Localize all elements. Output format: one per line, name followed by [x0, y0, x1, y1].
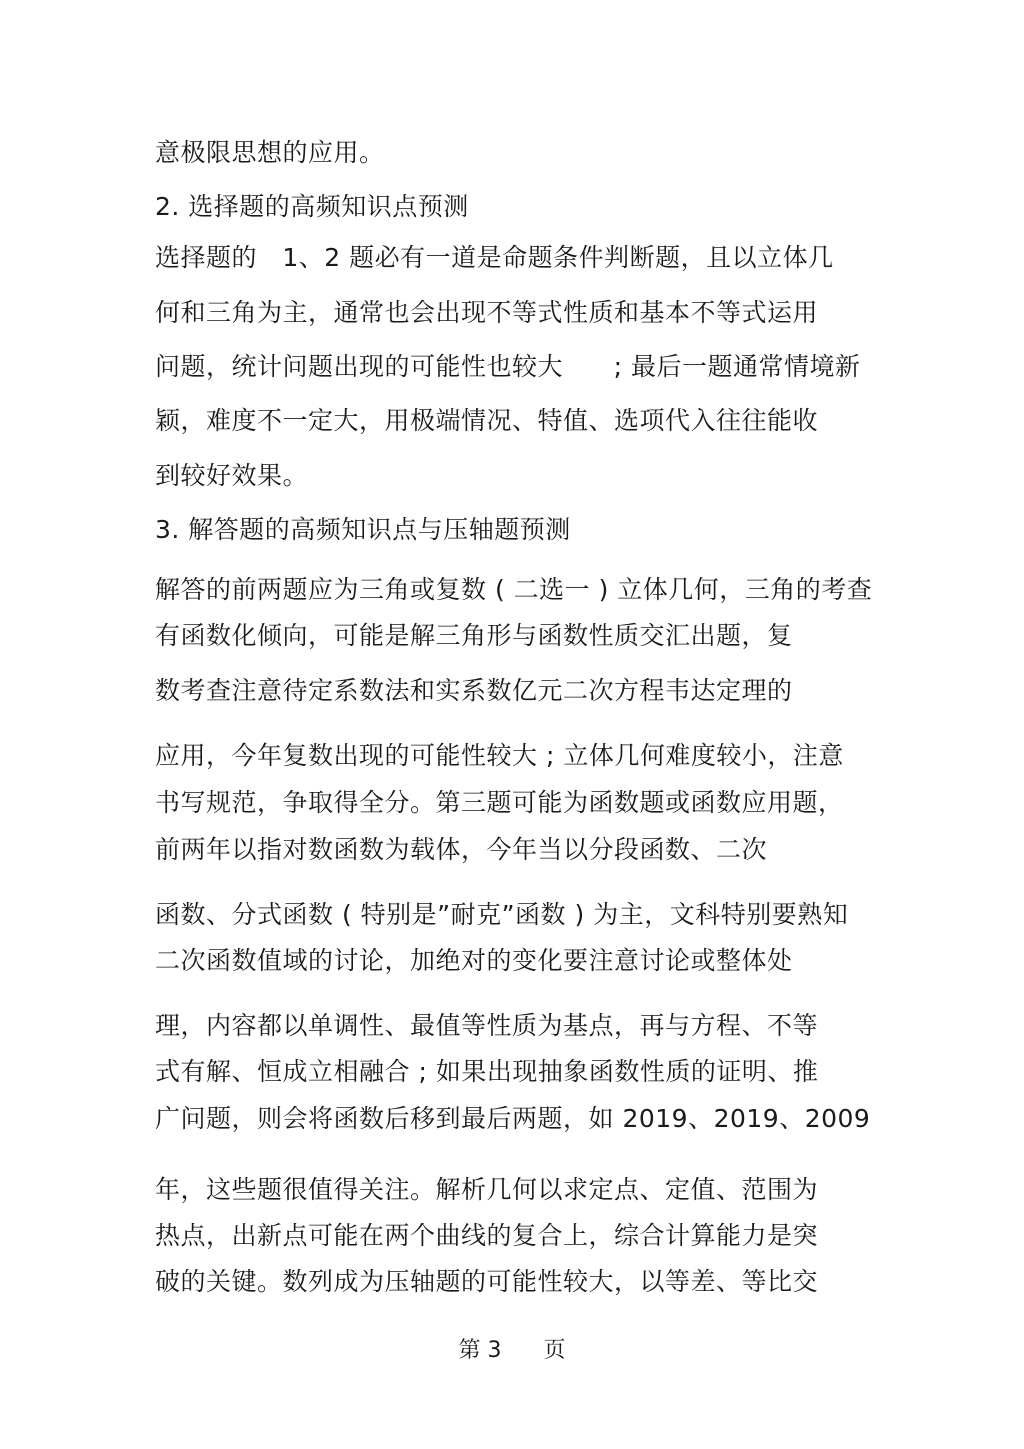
text-line: 何和三角为主，通常也会出现不等式性质和基本不等式运用 — [155, 298, 819, 327]
text-line: 到较好效果。 — [155, 461, 309, 490]
text-line: 前两年以指对数函数为载体，今年当以分段函数、二次 — [155, 835, 768, 864]
text-line: 破的关键。数列成为压轴题的可能性较大，以等差、等比交 — [155, 1267, 819, 1296]
text-line: 颖，难度不一定大，用极端情况、特值、选项代入往往能收 — [155, 406, 819, 435]
text-line: 数考查注意待定系数法和实系数亿元二次方程韦达定理的 — [155, 676, 793, 705]
page-number: 第 3 页 — [458, 1338, 566, 1363]
text-line: 问题，统计问题出现的可能性也较大 ; 最后一题通常情境新 — [155, 352, 861, 381]
text-line: 意极限思想的应用。 — [155, 138, 385, 167]
text-line: 应用，今年复数出现的可能性较大 ; 立体几何难度较小，注意 — [155, 741, 844, 770]
text-line: 广问题，则会将函数后移到最后两题，如 2019、2019、2009 — [155, 1104, 871, 1133]
text-line: 选择题的 1、2 题必有一道是命题条件判断题，且以立体几 — [155, 243, 834, 272]
text-line: 解答的前两题应为三角或复数 ( 二选一 ) 立体几何，三角的考查 — [155, 575, 873, 604]
text-line: 书写规范，争取得全分。第三题可能为函数题或函数应用题， — [155, 788, 844, 817]
text-line: 有函数化倾向，可能是解三角形与函数性质交汇出题，复 — [155, 621, 793, 650]
text-line: 年，这些题很值得关注。解析几何以求定点、定值、范围为 — [155, 1175, 819, 1204]
text-line: 理，内容都以单调性、最值等性质为基点，再与方程、不等 — [155, 1011, 819, 1040]
text-line: 式有解、恒成立相融合 ; 如果出现抽象函数性质的证明、推 — [155, 1057, 819, 1086]
section-heading: 2. 选择题的高频知识点预测 — [155, 192, 469, 221]
section-heading: 3. 解答题的高频知识点与压轴题预测 — [155, 515, 571, 544]
text-line: 函数、分式函数 ( 特别是”耐克”函数 ) 为主，文科特别要熟知 — [155, 900, 849, 929]
text-line: 二次函数值域的讨论，加绝对的变化要注意讨论或整体处 — [155, 946, 793, 975]
text-line: 热点，出新点可能在两个曲线的复合上，综合计算能力是突 — [155, 1221, 819, 1250]
